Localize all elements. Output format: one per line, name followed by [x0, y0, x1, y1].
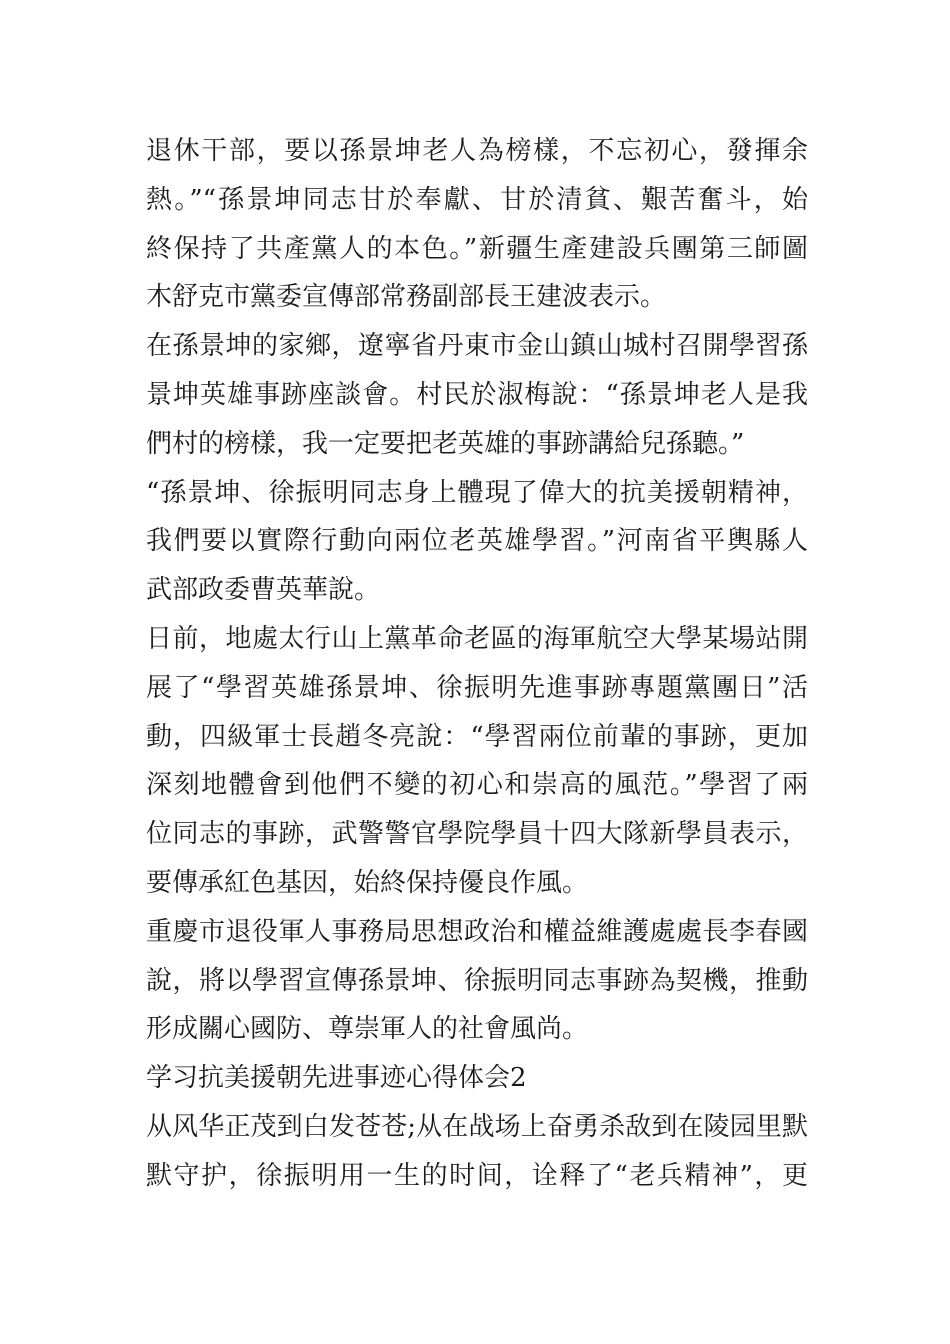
text-line: 說，將以學習宣傳孫景坤、徐振明同志事跡為契機，推動	[146, 965, 808, 996]
text-line: 默守护，徐振明用一生的时间，诠释了“老兵精神”，更	[146, 1160, 808, 1191]
text-line: “孫景坤、徐振明同志身上體現了偉大的抗美援朝精神，	[146, 477, 808, 508]
text-line: 要傳承紅色基因，始終保持優良作風。	[146, 867, 589, 898]
text-line: 木舒克市黨委宣傳部常務副部長王建波表示。	[146, 282, 667, 313]
section-heading: 学习抗美援朝先进事迹心得体会2	[146, 1063, 527, 1094]
text-line: 我們要以實際行動向兩位老英雄學習。”河南省平輿縣人	[146, 526, 808, 557]
text-line: 動，四級軍士長趙冬亮說：“學習兩位前輩的事跡，更加	[146, 721, 808, 752]
text-line: 位同志的事跡，武警警官學院學員十四大隊新學員表示，	[146, 819, 808, 850]
text-line: 从风华正茂到白发苍苍;从在战场上奋勇杀敌到在陵园里默	[146, 1111, 808, 1142]
document-body	[146, 127, 808, 1201]
text-line: 深刻地體會到他們不變的初心和崇高的風范。”學習了兩	[146, 770, 808, 801]
text-line: 退休干部，要以孫景坤老人為榜樣，不忘初心，發揮余	[146, 136, 808, 166]
text-line: 重慶市退役軍人事務局思想政治和權益維護處處長李春國	[146, 916, 808, 947]
text-line: 景坤英雄事跡座談會。村民於淑梅說：“孫景坤老人是我	[146, 379, 808, 410]
text-line: 形成關心國防、尊崇軍人的社會風尚。	[146, 1014, 589, 1045]
text-line: 展了“學習英雄孫景坤、徐振明先進事跡專題黨團日”活	[146, 672, 808, 703]
text-line: 熱。”“孫景坤同志甘於奉獻、甘於清貧、艱苦奮斗，始	[146, 184, 808, 215]
text-line: 在孫景坤的家鄉，遼寧省丹東市金山鎮山城村召開學習孫	[146, 331, 808, 362]
text-line: 武部政委曹英華說。	[146, 575, 381, 606]
text-line: 們村的榜樣，我一定要把老英雄的事跡講給兒孫聽。”	[146, 428, 745, 459]
text-line: 終保持了共產黨人的本色。”新疆生產建設兵團第三師圖	[146, 233, 808, 264]
text-line: 日前，地處太行山上黨革命老區的海軍航空大學某場站開	[146, 623, 808, 654]
